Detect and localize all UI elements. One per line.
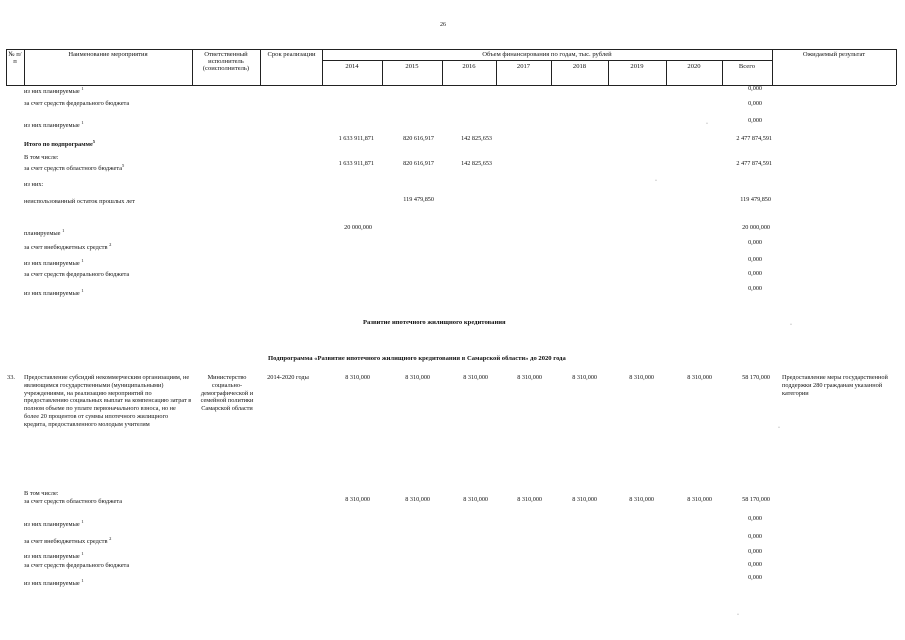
header-year-total: Всего bbox=[738, 63, 756, 70]
header-col-result: Ожидаемый результат bbox=[802, 51, 866, 58]
cell-total: 58 170,000 bbox=[742, 496, 770, 503]
header-col-finance: Объем финансирования по годам, тыс. рублей bbox=[482, 51, 612, 58]
cell-2018: 8 310,000 bbox=[572, 374, 597, 381]
cell-2020: 8 310,000 bbox=[687, 374, 712, 381]
cell-2015: 820 616,917 bbox=[403, 135, 434, 142]
row-label: из них планируемые $^1$ bbox=[24, 120, 84, 130]
row-label: из них планируемые $^1$ bbox=[24, 288, 84, 298]
cell-total: 58 170,000 bbox=[742, 374, 770, 381]
row-label: неиспользованный остаток прошлых лет bbox=[24, 198, 135, 205]
subprogram-title: Подпрограмма «Развитие ипотечного жилищного кредитования в Самарской области» до 2020 года bbox=[268, 355, 566, 362]
stray-mark: · bbox=[790, 322, 792, 328]
row-label: за счет средств областного бюджета$^5$ bbox=[24, 163, 125, 173]
item-number: 33. bbox=[7, 374, 15, 381]
header-col-number: № п/п bbox=[8, 51, 22, 65]
cell-2016: 142 825,653 bbox=[461, 135, 492, 142]
row-label: из них планируемые $^1$ bbox=[24, 519, 84, 529]
row-total: 0,000 bbox=[748, 100, 762, 107]
header-year-2019: 2019 bbox=[630, 63, 644, 70]
item-term: 2014-2020 годы bbox=[267, 374, 309, 381]
header-col-term: Срок реализации bbox=[267, 51, 316, 58]
row-total: 0,000 bbox=[748, 548, 762, 555]
section-title: Развитие ипотечного жилищного кредитования bbox=[363, 319, 506, 326]
cell-2014: 1 633 911,871 bbox=[338, 160, 374, 167]
header-year-2017: 2017 bbox=[516, 63, 531, 70]
row-total: 20 000,000 bbox=[742, 224, 770, 231]
row-total: 0,000 bbox=[748, 533, 762, 540]
cell-2015: 8 310,000 bbox=[405, 374, 430, 381]
row-label-total: Итого по подпрограмме$^5$ bbox=[24, 139, 96, 149]
stray-mark: · bbox=[706, 121, 708, 127]
cell-2016: 8 310,000 bbox=[463, 374, 488, 381]
item-responsible: Министерство социально-демографической и семейной политики Самарской области bbox=[200, 374, 254, 413]
cell-2017: 8 310,000 bbox=[517, 496, 542, 503]
row-total: 0,000 bbox=[748, 270, 762, 277]
row-total: 0,000 bbox=[748, 117, 762, 124]
header-top-border bbox=[6, 49, 896, 50]
cell-2020: 8 310,000 bbox=[687, 496, 712, 503]
row-label: планируемые $^1$ bbox=[24, 228, 65, 238]
row-label: за счет средств федерального бюджета bbox=[24, 100, 130, 107]
header-year-2018: 2018 bbox=[572, 63, 587, 70]
row-total: 0,000 bbox=[748, 256, 762, 263]
header-col-name: Наименование мероприятия bbox=[68, 51, 148, 58]
cell-2014: 8 310,000 bbox=[345, 496, 370, 503]
cell-2015: 8 310,000 bbox=[405, 496, 430, 503]
header-year-2015: 2015 bbox=[405, 63, 419, 70]
cell-2015: 119 479,850 bbox=[403, 196, 434, 203]
row-label: В том числе: bbox=[24, 490, 59, 497]
row-total: 0,000 bbox=[748, 285, 762, 292]
cell-2014: 8 310,000 bbox=[345, 374, 370, 381]
row-label: В том числе: bbox=[24, 154, 59, 161]
cell-2019: 8 310,000 bbox=[629, 496, 654, 503]
cell-2017: 8 310,000 bbox=[517, 374, 542, 381]
header-year-2020: 2020 bbox=[687, 63, 701, 70]
cell-2018: 8 310,000 bbox=[572, 496, 597, 503]
header-bottom-border bbox=[6, 85, 896, 86]
stray-mark: · bbox=[778, 425, 780, 431]
table-header bbox=[0, 0, 905, 85]
cell-2015: 820 616,917 bbox=[403, 160, 434, 167]
row-label: из них планируемые $^1$ bbox=[24, 258, 84, 268]
header-year-2016: 2016 bbox=[462, 63, 476, 70]
stray-mark: · bbox=[737, 612, 739, 618]
item-result: Предоставление меры государственной поддержки 280 гражданам указанной категории bbox=[782, 374, 888, 397]
row-total: 0,000 bbox=[748, 85, 762, 92]
row-label: за счет средств федерального бюджета bbox=[24, 562, 130, 569]
row-label: за счет средств областного бюджета bbox=[24, 498, 123, 505]
row-label: за счет средств федерального бюджета bbox=[24, 271, 130, 278]
cell-2019: 8 310,000 bbox=[629, 374, 654, 381]
row-total: 0,000 bbox=[748, 561, 762, 568]
row-label: из них планируемые $^1$ bbox=[24, 551, 84, 561]
cell-2016: 8 310,000 bbox=[463, 496, 488, 503]
row-total: 0,000 bbox=[748, 574, 762, 581]
row-total: 0,000 bbox=[748, 515, 762, 522]
row-total: 119 479,850 bbox=[740, 196, 771, 203]
row-total: 2 477 874,591 bbox=[736, 160, 772, 167]
item-name: Предоставление субсидий некоммерческим организациям, не являющимся государственными (муниципальными) учреждениями, на реализацию мероприятий по предоставлению социальных выплат на компенсацию затрат в полном объеме по уплате первоначального взноса, но не более 20 процентов от суммы ипотечного жилищного кредита, предоставленного молодым учителям bbox=[24, 374, 192, 428]
stray-mark: · bbox=[655, 178, 657, 184]
cell-2014: 1 633 911,871 bbox=[338, 135, 374, 142]
row-label: из них: bbox=[24, 181, 44, 188]
header-col-responsible: Ответственный исполнитель (соисполнитель) bbox=[202, 51, 250, 72]
header-year-2014: 2014 bbox=[345, 63, 359, 70]
row-total: 2 477 874,591 bbox=[736, 135, 772, 142]
cell-2014: 20 000,000 bbox=[344, 224, 372, 231]
row-label: за счет внебюджетных средств $^2$ bbox=[24, 242, 112, 252]
row-label: из них планируемые $^1$ bbox=[24, 86, 84, 96]
page-number: 26 bbox=[440, 22, 446, 28]
row-label: за счет внебюджетных средств $^2$ bbox=[24, 536, 112, 546]
header-year-divider bbox=[322, 60, 772, 61]
cell-2016: 142 825,653 bbox=[461, 160, 492, 167]
row-label: из них планируемые $^1$ bbox=[24, 578, 84, 588]
row-total: 0,000 bbox=[748, 239, 762, 246]
